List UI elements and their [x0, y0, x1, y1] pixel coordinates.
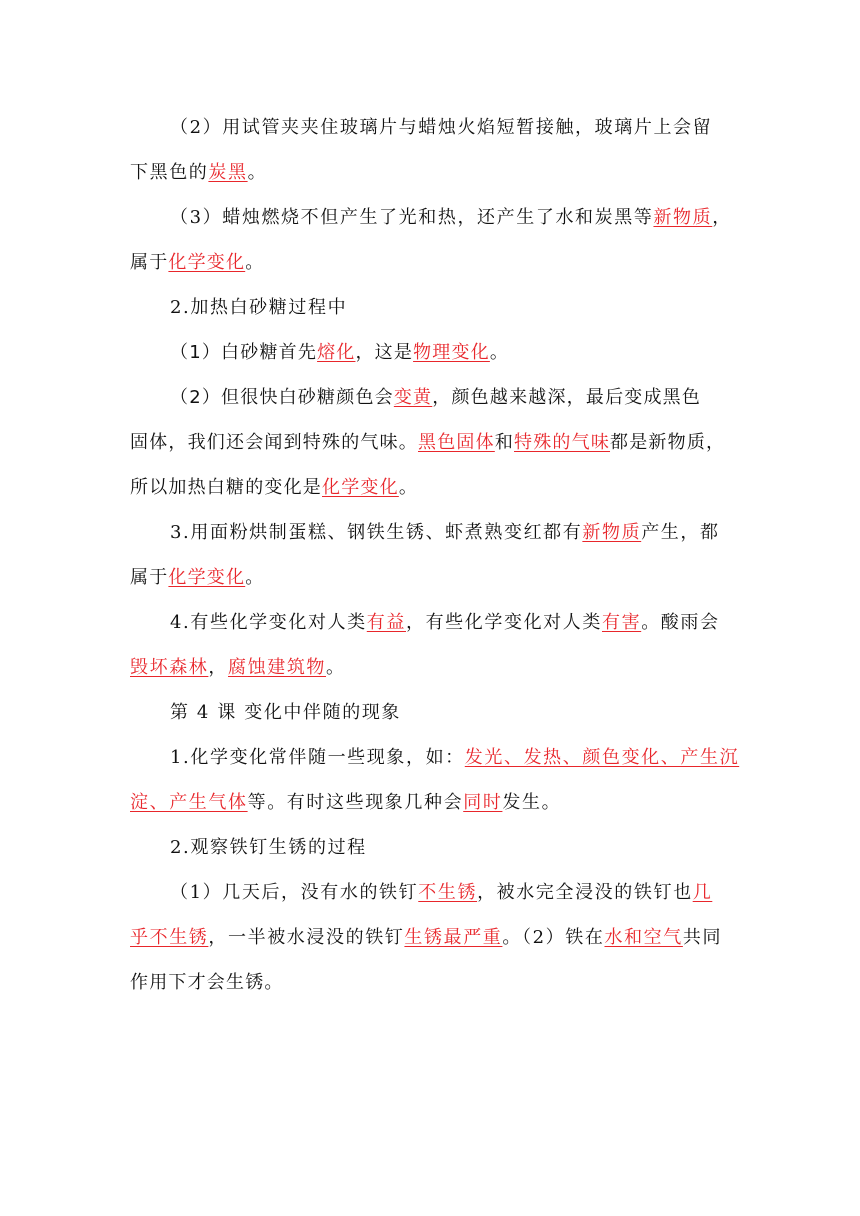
text-run: 所以加热白糖的变化是: [130, 477, 322, 498]
highlighted-answer: 发光、发热、颜色变化、产生沉: [464, 747, 740, 768]
text-run: 固体，我们还会闻到特殊的气味。: [130, 432, 418, 453]
text-run: 4.有些化学变化对人类: [170, 612, 367, 633]
paragraph-line: [130, 160, 267, 186]
paragraph-line: [170, 880, 712, 906]
text-run: ，被水完全浸没的铁钉也: [477, 882, 693, 903]
text-run: （3）蜡烛燃烧不但产生了光和热，还产生了水和炭黑等: [170, 207, 654, 228]
text-run: 1.化学变化常伴随一些现象，如：: [170, 747, 465, 768]
paragraph-line: [170, 340, 509, 366]
text-run: 2.观察铁钉生锈的过程: [170, 837, 367, 858]
text-run: 产生，都: [641, 522, 720, 543]
paragraph-line: [130, 430, 725, 456]
paragraph-line: [170, 520, 720, 546]
highlighted-answer: 毁坏森林: [130, 657, 209, 678]
text-run: 。: [245, 252, 265, 273]
paragraph-line: [170, 115, 712, 141]
highlighted-answer: 水和空气: [604, 927, 683, 948]
paragraph-line: [130, 970, 284, 996]
text-run: 。: [489, 342, 510, 363]
text-run: 和: [494, 432, 515, 453]
text-run: 作用下才会生锈。: [130, 972, 284, 993]
highlighted-answer: 黑色固体: [418, 432, 495, 453]
highlighted-answer: 生锈最严重: [404, 927, 503, 948]
highlighted-answer: 同时: [463, 792, 503, 813]
text-run: （1）几天后，没有水的铁钉: [170, 882, 419, 903]
highlighted-answer: 新物质: [582, 522, 642, 543]
paragraph-line: [130, 565, 264, 591]
highlighted-answer: 有害: [601, 612, 642, 633]
paragraph-line: [130, 655, 346, 681]
highlighted-answer: 淀、产生气体: [130, 792, 248, 813]
text-run: 下黑色的: [130, 162, 209, 183]
text-run: 共同: [682, 927, 723, 948]
paragraph-line: [170, 610, 720, 636]
text-run: 第 4 课 变化中伴随的现象: [170, 702, 402, 723]
text-run: 。: [398, 477, 419, 498]
text-run: 2.加热白砂糖过程中: [170, 297, 348, 318]
text-run: ，颜色越来越深，最后变成黑色: [432, 387, 702, 408]
text-run: 发生。: [502, 792, 562, 813]
paragraph-line: [170, 745, 739, 771]
paragraph-line: [130, 925, 722, 951]
text-run: 。: [247, 162, 268, 183]
text-run: 属于: [130, 252, 169, 273]
highlighted-answer: 化学变化: [168, 567, 246, 588]
highlighted-answer: 化学变化: [322, 477, 399, 498]
text-run: 。: [245, 567, 265, 588]
text-run: ，有些化学变化对人类: [405, 612, 602, 633]
highlighted-answer: 物理变化: [413, 342, 490, 363]
section-heading: [170, 835, 367, 861]
text-run: ，一半被水浸没的铁钉: [208, 927, 405, 948]
text-run: （2）但很快白砂糖颜色会: [170, 387, 394, 408]
text-run: 。酸雨会: [641, 612, 720, 633]
highlighted-answer: 几: [692, 882, 713, 903]
highlighted-answer: 变黄: [393, 387, 433, 408]
highlighted-answer: 乎不生锈: [130, 927, 209, 948]
text-run: 。（2）铁在: [502, 927, 605, 948]
highlighted-answer: 炭黑: [208, 162, 248, 183]
highlighted-answer: 新物质: [653, 207, 713, 228]
text-run: 都是新物质，: [610, 432, 726, 453]
paragraph-line: [130, 790, 561, 816]
text-run: 等。有时这些现象几种会: [247, 792, 464, 813]
highlighted-answer: 腐蚀建筑物: [228, 657, 327, 678]
paragraph-line: [170, 385, 701, 411]
text-run: 属于: [130, 567, 169, 588]
highlighted-answer: 不生锈: [418, 882, 478, 903]
section-heading: [170, 295, 347, 321]
text-run: 3.用面粉烘制蛋糕、钢铁生锈、虾煮熟变红都有: [170, 522, 583, 543]
text-run: ，: [208, 657, 229, 678]
paragraph-line: [170, 205, 732, 231]
text-run: （2）用试管夹夹住玻璃片与蜡烛火焰短暂接触，玻璃片上会留: [170, 117, 713, 138]
paragraph-line: [130, 250, 264, 276]
paragraph-line: [130, 475, 418, 501]
text-run: （1）白砂糖首先: [170, 342, 318, 363]
highlighted-answer: 化学变化: [168, 252, 246, 273]
lesson-title: [170, 700, 401, 726]
highlighted-answer: 特殊的气味: [514, 432, 611, 453]
highlighted-answer: 有益: [366, 612, 406, 633]
text-run: 。: [326, 657, 346, 678]
text-run: ，: [712, 207, 732, 228]
text-run: ，这是: [355, 342, 414, 363]
highlighted-answer: 熔化: [317, 342, 356, 363]
